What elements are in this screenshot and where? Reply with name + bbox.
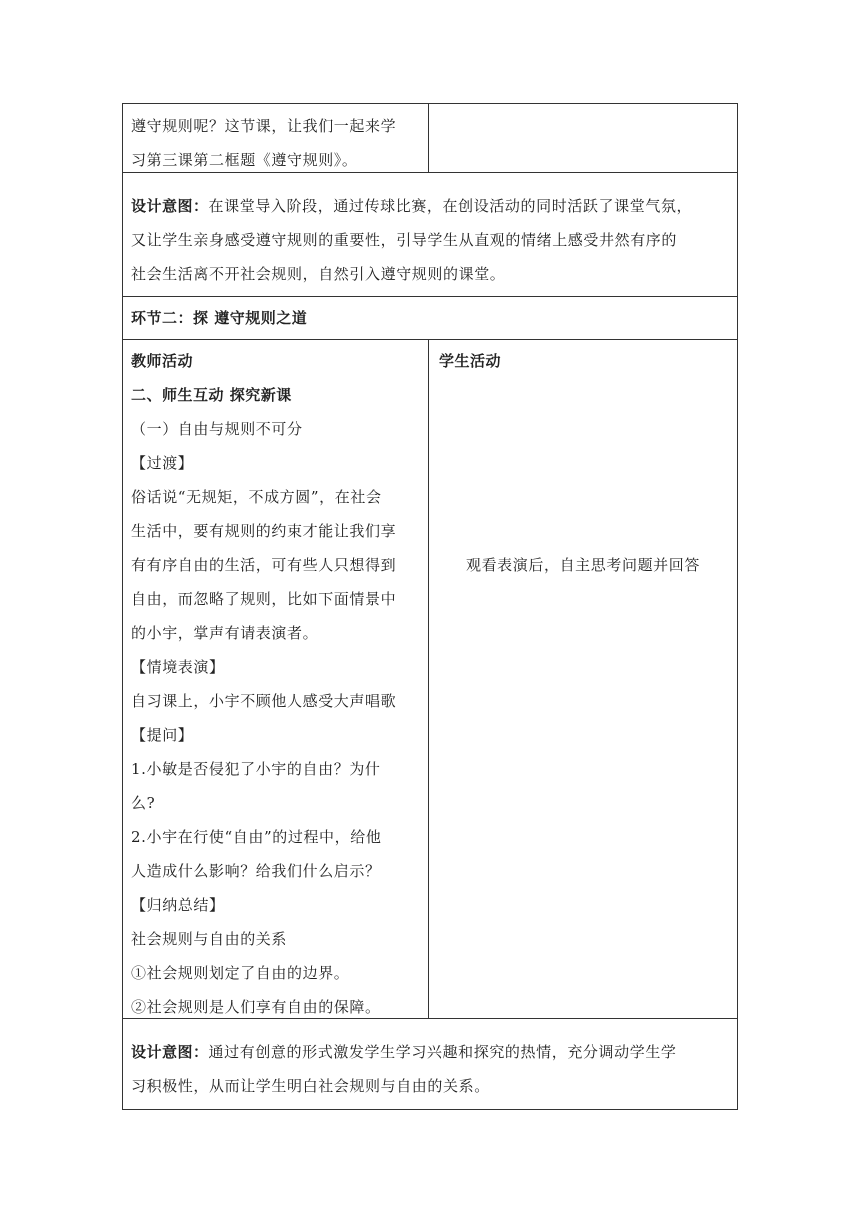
transition-line-2: 生活中，要有规则的约束才能让我们享 [131, 522, 397, 540]
activities-row [123, 340, 737, 1019]
question-2-line-2: 人造成什么影响？给我们什么启示？ [131, 862, 381, 880]
transition-line-4: 自由，而忽略了规则，比如下面情景中 [131, 590, 397, 608]
summary-line-3: ②社会规则是人们享有自由的保障。 [131, 998, 381, 1016]
teacher-subheading: （一）自由与规则不可分 [131, 420, 303, 438]
transition-line-1: 俗话说“无规矩，不成方圆”，在社会 [131, 488, 382, 506]
question-2-line-1: 2.小宇在行使“自由”的过程中，给他 [131, 828, 382, 846]
design-intent-line-2: 又让学生亲身感受遵守规则的重要性，引导学生从直观的情绪上感受井然有序的 [131, 231, 678, 249]
summary-line-1: 社会规则与自由的关系 [131, 930, 288, 948]
scene-text: 自习课上，小宇不顾他人感受大声唱歌 [131, 692, 397, 710]
design-intent-row-2 [123, 1019, 737, 1109]
transition-label: 【过渡】 [131, 454, 194, 472]
question-label: 【提问】 [131, 726, 194, 744]
question-1-line-2: 么? [131, 794, 156, 812]
student-activity-header: 学生活动 [439, 352, 502, 370]
intro-line-2: 习第三课第二框题《遵守规则》。 [131, 151, 358, 169]
student-activity-cell [429, 340, 737, 1018]
teacher-activity-header: 教师活动 [131, 352, 194, 370]
design-intent-line-3: 社会生活离不开社会规则，自然引入遵守规则的课堂。 [131, 265, 506, 283]
intro-line-1: 遵守规则呢？这节课，让我们一起来学 [131, 117, 397, 135]
question-1-line-1: 1.小敏是否侵犯了小宇的自由？为什 [131, 760, 381, 778]
teacher-activity-cell [123, 340, 429, 1018]
transition-line-3: 有有序自由的生活，可有些人只想得到 [131, 556, 397, 574]
scene-label: 【情境表演】 [131, 658, 225, 676]
design-intent-label: 设计意图： [131, 197, 209, 215]
intro-student-cell [429, 104, 737, 172]
summary-label: 【归纳总结】 [131, 896, 225, 914]
design-intent-2-line-1: 通过有创意的形式激发学生学习兴趣和探究的热情，充分调动学生学 [208, 1043, 677, 1061]
design-intent-1 [131, 189, 731, 296]
teacher-heading: 二、师生互动 探究新课 [131, 386, 292, 404]
transition-line-5: 的小宇，掌声有请表演者。 [131, 624, 319, 642]
design-intent-2 [131, 1035, 731, 1109]
intro-continuation-row [123, 104, 737, 173]
section-two-row [123, 297, 737, 340]
summary-line-2: ①社会规则划定了自由的边界。 [131, 964, 350, 982]
design-intent-2-line-2: 习积极性，从而让学生明白社会规则与自由的关系。 [131, 1077, 490, 1095]
design-intent-2-label: 设计意图： [131, 1043, 209, 1061]
intro-teacher-cell [123, 104, 429, 172]
design-intent-line-1: 在课堂导入阶段，通过传球比赛，在创设活动的同时活跃了课堂气氛， [208, 197, 693, 215]
design-intent-row-1 [123, 173, 737, 297]
student-answer-text: 观看表演后，自主思考问题并回答 [465, 556, 700, 574]
section-two-title: 环节二：探 遵守规则之道 [131, 309, 308, 327]
lesson-plan-table [122, 103, 738, 1110]
